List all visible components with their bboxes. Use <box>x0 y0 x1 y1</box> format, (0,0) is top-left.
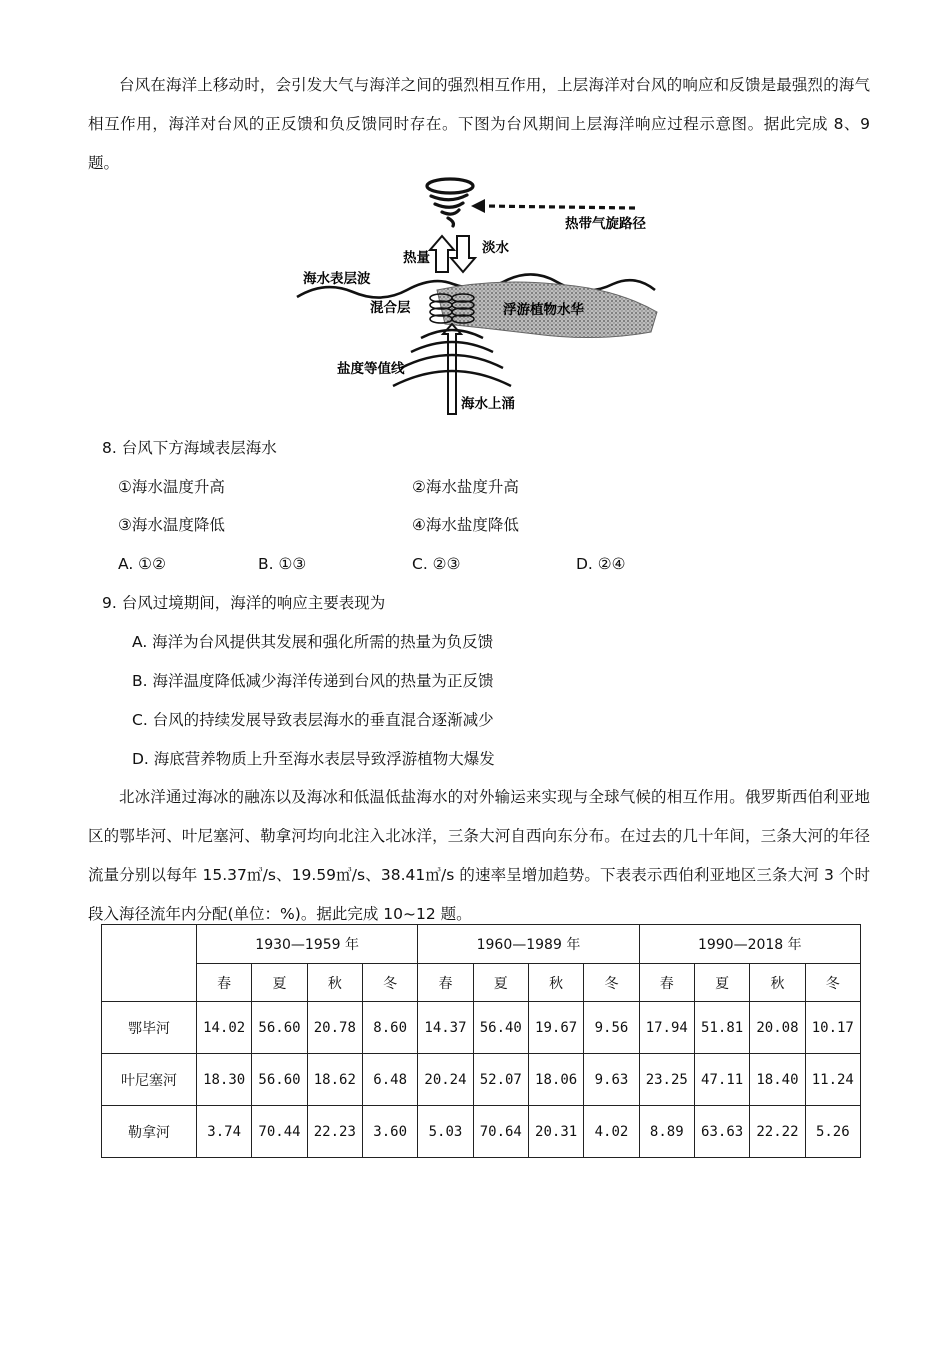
surface-wave-label: 海水表层波 <box>303 271 371 287</box>
table-cell: 20.78 <box>307 1002 362 1054</box>
heat-label: 热量 <box>403 250 430 266</box>
period-header: 1960—1989 年 <box>418 925 639 964</box>
q8-item-1: ①海水温度升高 <box>118 478 225 496</box>
table-cell: 23.25 <box>639 1054 694 1106</box>
cyclone-icon <box>427 179 473 226</box>
table-cell: 3.74 <box>197 1106 252 1158</box>
table-cell: 4.02 <box>584 1106 639 1158</box>
cyclone-path-arrow <box>471 199 635 213</box>
q8-item-3: ③海水温度降低 <box>118 516 225 534</box>
season-header: 冬 <box>584 964 639 1002</box>
isohaline-label: 盐度等值线 <box>337 361 405 377</box>
table-cell: 70.64 <box>473 1106 528 1158</box>
table-cell: 3.60 <box>362 1106 417 1158</box>
river-name: 叶尼塞河 <box>102 1054 197 1106</box>
passage-2: 北冰洋通过海冰的融冻以及海冰和低温低盐海水的对外输运来实现与全球气候的相互作用。俄罗斯西伯利亚地区的鄂毕河、叶尼塞河、勒拿河均向北注入北冰洋，三条大河自西向东分布。在过去的几十年间，三条大河的年径流量分别以每年 15.37㎥/s、19.59㎥/s、38.41㎥/s 的速率呈增加趋势。下表表示西伯利亚地区三条大河 3 个时段入海径流年内分配(单位：%)。据此完成 10~12 题。 <box>88 788 870 923</box>
table-cell: 9.63 <box>584 1054 639 1106</box>
runoff-distribution-table <box>101 924 861 1158</box>
table-cell: 18.30 <box>197 1054 252 1106</box>
table-cell: 56.40 <box>473 1002 528 1054</box>
season-header: 秋 <box>307 964 362 1002</box>
season-header: 冬 <box>362 964 417 1002</box>
table-cell: 11.24 <box>805 1054 860 1106</box>
table-cell: 14.02 <box>197 1002 252 1054</box>
season-header: 秋 <box>528 964 583 1002</box>
table-cell: 51.81 <box>694 1002 749 1054</box>
q9-choice-b[interactable]: B. 海洋温度降低减少海洋传递到台风的热量为正反馈 <box>132 672 494 690</box>
table-cell: 18.40 <box>750 1054 805 1106</box>
table-cell: 17.94 <box>639 1002 694 1054</box>
season-header: 夏 <box>252 964 307 1002</box>
upwelling-label: 海水上涌 <box>461 396 515 412</box>
q9-choice-a[interactable]: A. 海洋为台风提供其发展和强化所需的热量为负反馈 <box>132 633 494 651</box>
table-cell: 56.60 <box>252 1054 307 1106</box>
table-row <box>102 1054 861 1106</box>
table-cell: 18.06 <box>528 1054 583 1106</box>
table-cell: 22.22 <box>750 1106 805 1158</box>
period-header: 1990—2018 年 <box>639 925 860 964</box>
table-cell: 10.17 <box>805 1002 860 1054</box>
period-header: 1930—1959 年 <box>197 925 418 964</box>
phytoplankton-label: 浮游植物水华 <box>503 302 584 318</box>
table-row <box>102 1106 861 1158</box>
q8-item-4: ④海水盐度降低 <box>412 516 519 534</box>
q9-choice-c[interactable]: C. 台风的持续发展导致表层海水的垂直混合逐渐减少 <box>132 711 494 729</box>
q8-choice-a[interactable]: A. ①② <box>118 555 166 573</box>
table-cell: 8.60 <box>362 1002 417 1054</box>
season-header: 夏 <box>473 964 528 1002</box>
table-cell: 5.26 <box>805 1106 860 1158</box>
q8-choice-b[interactable]: B. ①③ <box>258 555 307 573</box>
table-cell: 14.37 <box>418 1002 473 1054</box>
season-header: 春 <box>418 964 473 1002</box>
table-cell: 6.48 <box>362 1054 417 1106</box>
freshwater-label: 淡水 <box>482 240 509 256</box>
q9-stem: 9. 台风过境期间，海洋的响应主要表现为 <box>102 594 386 612</box>
season-header: 夏 <box>694 964 749 1002</box>
q8-choice-c[interactable]: C. ②③ <box>412 555 461 573</box>
season-header: 冬 <box>805 964 860 1002</box>
upwelling-arrow <box>443 324 461 414</box>
season-header: 春 <box>639 964 694 1002</box>
season-header: 春 <box>197 964 252 1002</box>
q8-choice-d[interactable]: D. ②④ <box>576 555 626 573</box>
table-cell: 20.08 <box>750 1002 805 1054</box>
table-cell: 18.62 <box>307 1054 362 1106</box>
passage-1: 台风在海洋上移动时，会引发大气与海洋之间的强烈相互作用，上层海洋对台风的响应和反馈是最强烈的海气相互作用，海洋对台风的正反馈和负反馈同时存在。下图为台风期间上层海洋响应过程示意图。据此完成 8、9 题。 <box>88 76 870 172</box>
cyclone-path-label: 热带气旋路径 <box>565 216 646 232</box>
table-row <box>102 1002 861 1054</box>
freshwater-down-arrow <box>451 236 475 272</box>
mixed-layer-label: 混合层 <box>370 300 411 316</box>
season-header: 秋 <box>750 964 805 1002</box>
table-corner-cell <box>102 925 197 1002</box>
table-cell: 52.07 <box>473 1054 528 1106</box>
table-cell: 9.56 <box>584 1002 639 1054</box>
river-name: 勒拿河 <box>102 1106 197 1158</box>
table-cell: 63.63 <box>694 1106 749 1158</box>
table-cell: 19.67 <box>528 1002 583 1054</box>
table-cell: 22.23 <box>307 1106 362 1158</box>
typhoon-ocean-response-diagram <box>295 172 665 422</box>
isohaline-lines <box>393 330 511 386</box>
table-cell: 70.44 <box>252 1106 307 1158</box>
table-cell: 20.31 <box>528 1106 583 1158</box>
q9-choice-d[interactable]: D. 海底营养物质上升至海水表层导致浮游植物大爆发 <box>132 750 495 768</box>
heat-up-arrow <box>430 236 454 272</box>
table-cell: 20.24 <box>418 1054 473 1106</box>
q8-item-2: ②海水盐度升高 <box>412 478 519 496</box>
table-cell: 56.60 <box>252 1002 307 1054</box>
table-cell: 8.89 <box>639 1106 694 1158</box>
river-name: 鄂毕河 <box>102 1002 197 1054</box>
q8-stem: 8. 台风下方海域表层海水 <box>102 439 277 457</box>
table-cell: 5.03 <box>418 1106 473 1158</box>
table-cell: 47.11 <box>694 1054 749 1106</box>
